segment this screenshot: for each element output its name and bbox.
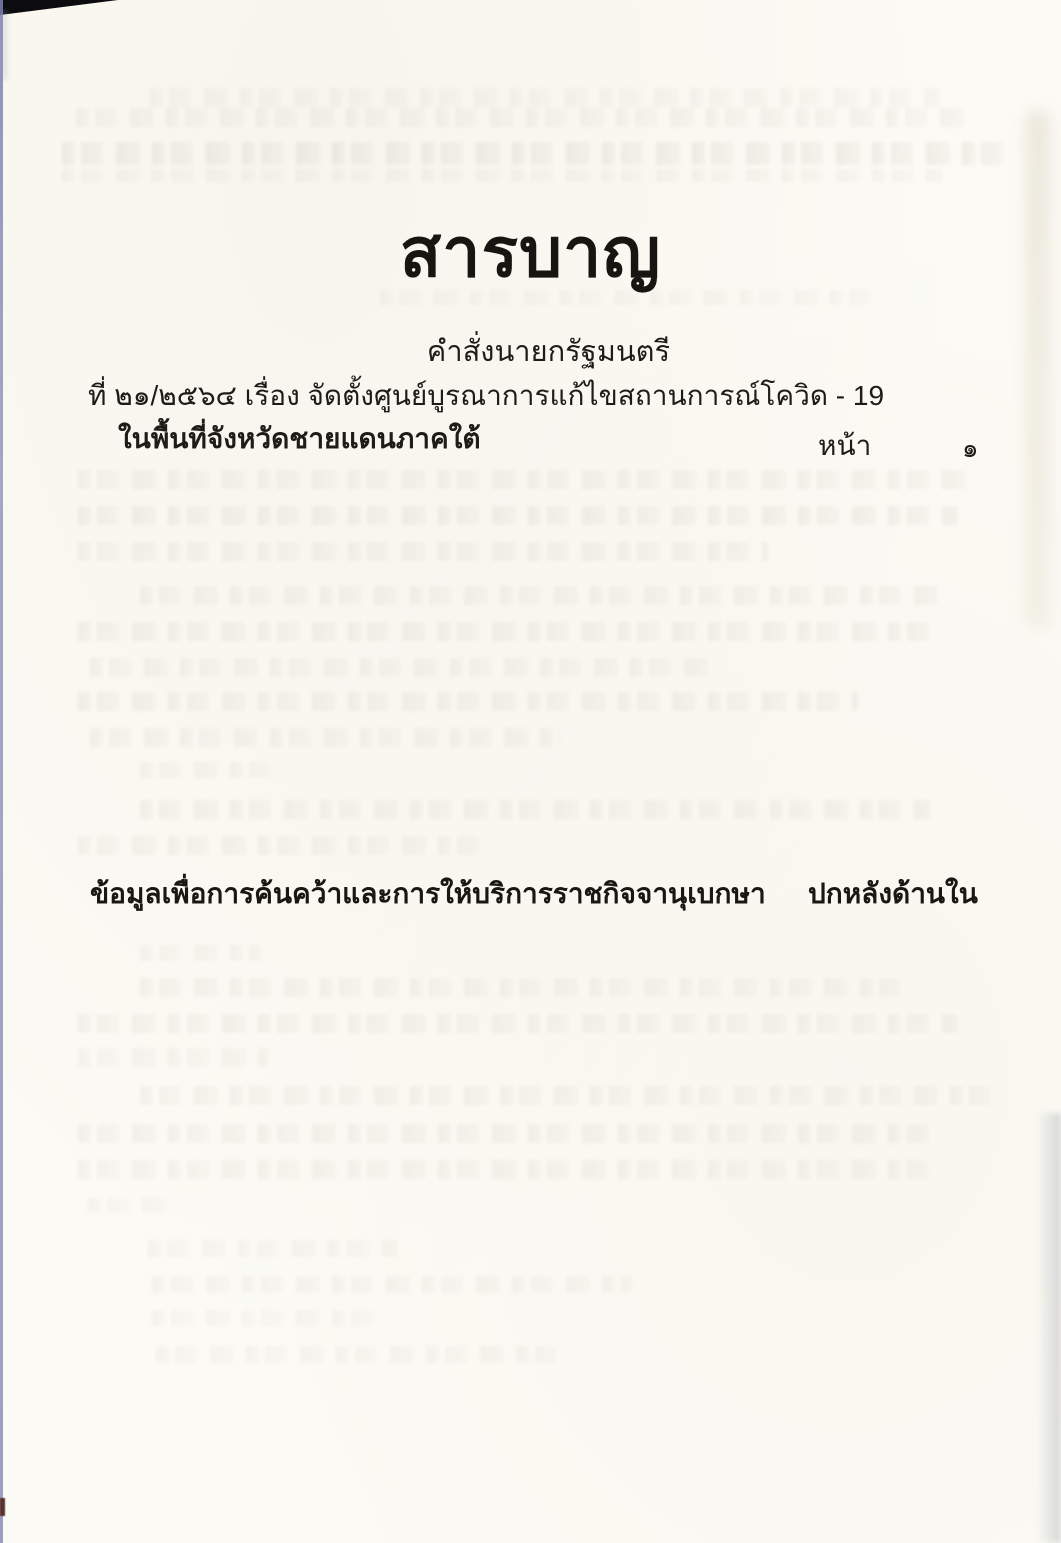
bleed-through-text-line xyxy=(152,1310,382,1326)
scan-left-edge-shade xyxy=(2,10,10,80)
bleed-through-text-line xyxy=(62,169,942,182)
section-heading: คำสั่งนายกรัฐมนตรี xyxy=(426,336,671,368)
bleed-through-text-line xyxy=(78,506,958,525)
bleed-through-text-line xyxy=(78,1124,938,1143)
bleed-through-text-line xyxy=(78,1014,958,1033)
scan-right-edge-shadow xyxy=(1037,1113,1061,1543)
page-column-label: หน้า xyxy=(818,430,872,461)
toc-entry-info-label: ข้อมูลเพื่อการค้นคว้าและการให้บริการราชกิจจานุเบกษา xyxy=(90,878,766,909)
toc-entry-order-line1: ที่ ๒๑/๒๕๖๔ เรื่อง จัดตั้งศูนย์บูรณาการแก้ไขสถานการณ์โควิด - 19 xyxy=(88,380,885,411)
page-number-thai-numeral: ๑ xyxy=(962,433,979,463)
bleed-through-text-line xyxy=(62,142,1007,165)
bleed-through-text-line xyxy=(140,800,930,819)
bleed-through-text-line xyxy=(78,692,858,711)
bleed-through-text-line xyxy=(140,586,940,605)
toc-entry-order-line2: ในพื้นที่จังหวัดชายแดนภาคใต้ xyxy=(118,423,481,454)
bleed-through-text-line xyxy=(78,622,938,641)
page-title: สารบาญ xyxy=(399,215,662,291)
bleed-through-text-line xyxy=(78,1048,268,1067)
bleed-through-text-line xyxy=(78,1160,928,1179)
bleed-through-text-line xyxy=(78,542,768,561)
bleed-through-text-line xyxy=(140,1086,990,1105)
bleed-through-text-line xyxy=(152,1276,632,1293)
bleed-through-text-line xyxy=(90,658,710,677)
bleed-through-text-line xyxy=(78,836,488,855)
bleed-through-text-line xyxy=(148,1240,398,1257)
bleed-through-text-line xyxy=(88,1198,178,1213)
bleed-through-text-line xyxy=(90,728,560,747)
bleed-through-text-line xyxy=(156,1346,556,1363)
bleed-through-text-line xyxy=(76,108,976,127)
bleed-through-text-line xyxy=(140,762,275,778)
bleed-through-text-line xyxy=(140,978,900,997)
scan-edge-mark xyxy=(0,1498,5,1516)
toc-entry-info-pageref: ปกหลังด้านใน xyxy=(808,878,978,909)
bleed-through-text-line xyxy=(150,88,940,107)
bleed-through-text-line xyxy=(78,470,968,489)
bleed-through-text-line xyxy=(140,945,260,961)
scan-corner-artifact xyxy=(0,0,118,15)
